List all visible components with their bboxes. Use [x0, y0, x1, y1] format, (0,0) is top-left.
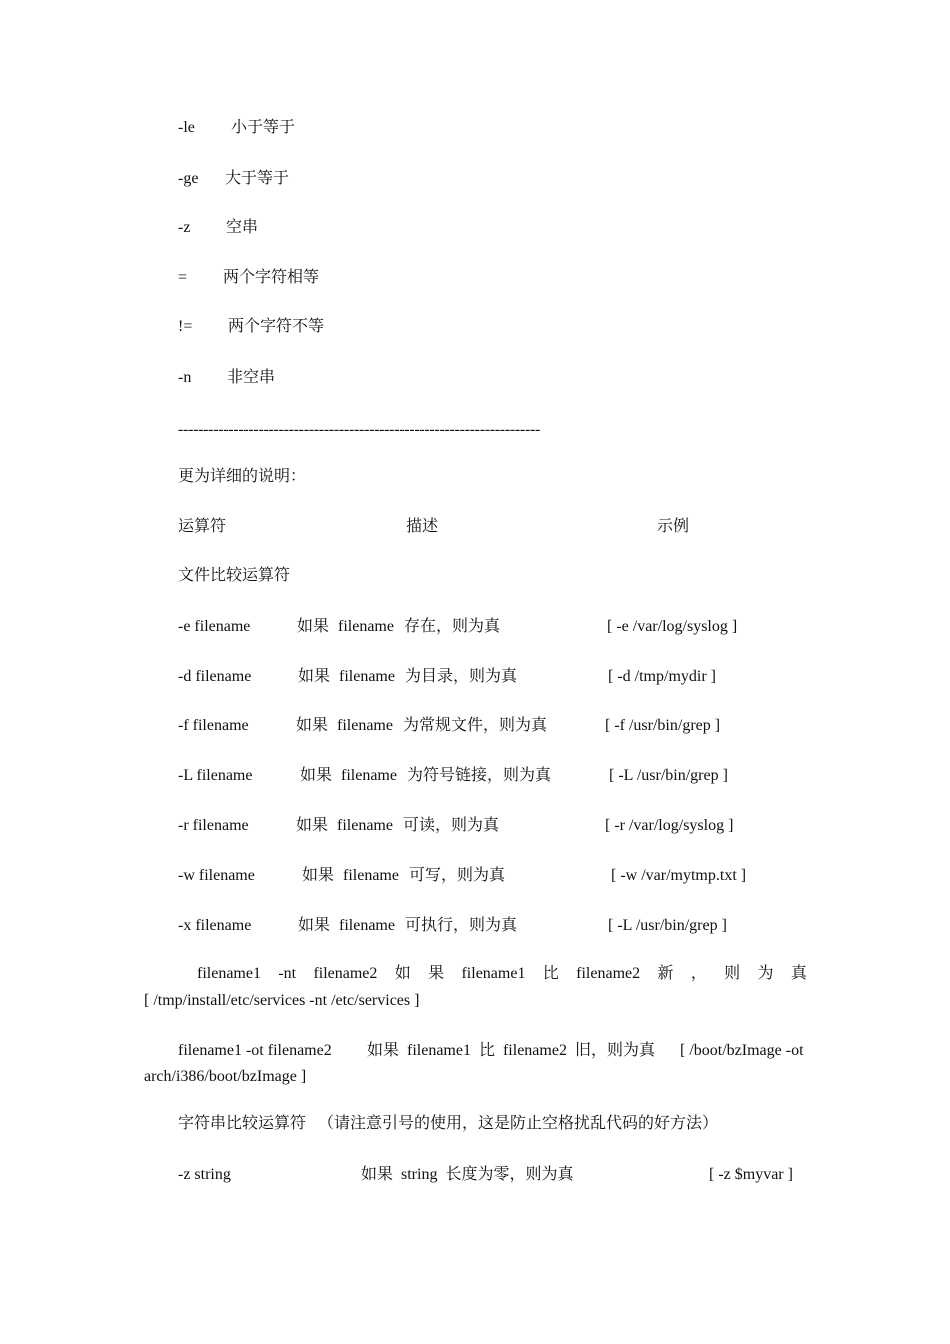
nt-word: 果 [428, 965, 445, 982]
nt-word: filename2 [313, 965, 378, 982]
ot-example-continued: arch/i386/boot/bzImage ] [144, 1068, 307, 1085]
example-code: [ -w /var/mytmp.txt ] [611, 867, 747, 884]
operator-code: != [178, 318, 193, 335]
file-operator: -x filename [178, 917, 252, 934]
example-code: [ -L /usr/bin/grep ] [608, 917, 727, 934]
nt-word: 新 [657, 965, 674, 982]
description-prefix: 如果 [296, 717, 329, 734]
example-code: [ -f /usr/bin/grep ] [605, 717, 721, 734]
nt-row-line2: [ /tmp/install/etc/services -nt /etc/services ] [144, 992, 420, 1009]
operator-code: -ge [178, 170, 199, 187]
section-title-file-operators: 文件比较运算符 [178, 567, 291, 584]
section-title-string-operators: 字符串比较运算符 （请注意引号的使用，这是防止空格扰乱代码的好方法） [178, 1115, 719, 1132]
operator-description: 两个字符不等 [228, 318, 325, 335]
operator-code: -n [178, 369, 192, 386]
file-operator: -r filename [178, 817, 249, 834]
description-text: 为符号链接，则为真 [407, 767, 552, 784]
description-text: 存在，则为真 [404, 618, 501, 635]
example-code: [ -L /usr/bin/grep ] [609, 767, 728, 784]
description-argument: filename [343, 867, 399, 884]
description-prefix: 如果 [296, 817, 329, 834]
nt-word: 为 [757, 965, 774, 982]
description-prefix: 如果 [300, 767, 333, 784]
description-argument: filename [337, 817, 393, 834]
section-heading: 更为详细的说明： [178, 468, 307, 485]
example-code: [ -d /tmp/mydir ] [608, 668, 716, 685]
operator-code: = [178, 269, 188, 286]
nt-word: filename1 [461, 965, 526, 982]
file-operator: -e filename [178, 618, 251, 635]
operator-description: 非空串 [227, 369, 276, 386]
nt-word: ， [690, 965, 707, 982]
nt-word: -nt [278, 965, 297, 982]
ot-operator: filename1 -ot filename2 [178, 1042, 332, 1059]
column-header-example: 示例 [657, 518, 690, 535]
example-code: [ -r /var/log/syslog ] [605, 817, 734, 834]
description-argument: filename [339, 917, 395, 934]
nt-word: 真 [790, 965, 807, 982]
file-operator: -w filename [178, 867, 255, 884]
description-prefix: 如果 [298, 917, 331, 934]
file-operator: -d filename [178, 668, 252, 685]
nt-word: filename2 [576, 965, 641, 982]
string-operator: -z string [178, 1166, 231, 1183]
operator-description: 两个字符相等 [223, 269, 320, 286]
nt-word: 则 [724, 965, 741, 982]
example-code: [ -e /var/log/syslog ] [607, 618, 738, 635]
operator-description: 空串 [226, 219, 259, 236]
nt-word: 比 [542, 965, 559, 982]
ot-example: [ /boot/bzImage -ot [680, 1042, 804, 1059]
operator-code: -le [178, 119, 195, 136]
operator-code: -z [178, 219, 191, 236]
description-text: 可写，则为真 [409, 867, 506, 884]
nt-word: filename1 [197, 965, 261, 982]
description-argument: filename [337, 717, 393, 734]
file-operator: -L filename [178, 767, 253, 784]
description-text: 可执行，则为真 [405, 917, 518, 934]
description-prefix: 如果 [302, 867, 335, 884]
string-example: [ -z $myvar ] [709, 1166, 793, 1183]
description-argument: filename [341, 767, 397, 784]
description-argument: filename [338, 618, 394, 635]
string-description: 如果 string 长度为零，则为真 [361, 1166, 574, 1183]
column-header-operator: 运算符 [178, 518, 227, 535]
column-header-description: 描述 [406, 518, 439, 535]
description-text: 为常规文件，则为真 [403, 717, 548, 734]
operator-description: 大于等于 [225, 170, 290, 187]
description-argument: filename [339, 668, 395, 685]
description-prefix: 如果 [297, 618, 330, 635]
separator-line: ------------------------------------------------------------------------ [178, 421, 541, 438]
ot-description: 如果 filename1 比 filename2 旧，则为真 [367, 1042, 655, 1059]
description-text: 可读，则为真 [403, 817, 500, 834]
nt-word: 如 [394, 965, 411, 982]
description-prefix: 如果 [298, 668, 331, 685]
nt-row-line1 [197, 964, 807, 984]
operator-description: 小于等于 [231, 119, 296, 136]
description-text: 为目录，则为真 [405, 668, 518, 685]
file-operator: -f filename [178, 717, 249, 734]
